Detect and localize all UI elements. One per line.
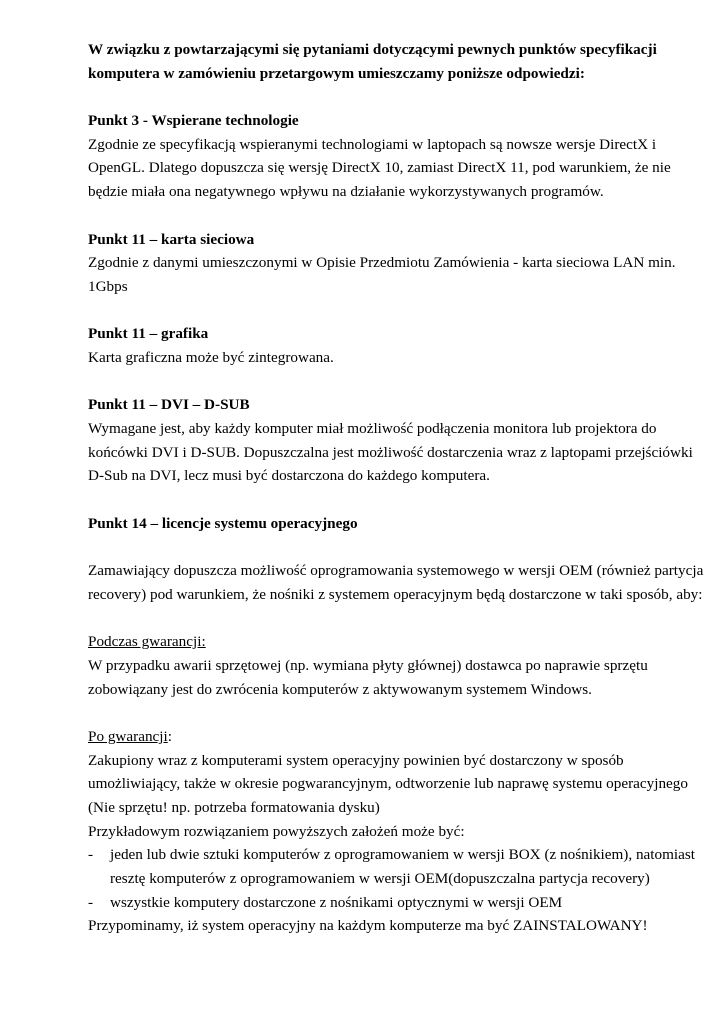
spacer (88, 535, 688, 559)
paragraph-line: zobowiązany jest do zwrócenia komputerów z aktywowanym systemem Windows. (88, 680, 592, 698)
spacer (88, 701, 688, 725)
list-item (88, 891, 688, 915)
paragraph-line: Karta graficzna może być zintegrowana. (88, 348, 334, 366)
spacer (88, 85, 688, 109)
document-page (88, 38, 704, 938)
list-item-text: resztę komputerów z oprogramowaniem w wersji OEM(dopuszczalna partycja recovery) (110, 870, 650, 888)
section-heading-p11-network: Punkt 11 – karta sieciowa (88, 230, 255, 248)
paragraph-line: W przypadku awarii sprzętowej (np. wymiana płyty głównej) dostawca po naprawie sprzętu (88, 656, 648, 674)
spacer (88, 204, 688, 228)
list-item-text: jeden lub dwie sztuki komputerów z oprogramowaniem w wersji BOX (z nośnikiem), natomiast (110, 846, 696, 864)
section-heading-p11-dvi: Punkt 11 – DVI – D-SUB (88, 396, 250, 414)
paragraph-line: Zakupiony wraz z komputerami system operacyjny powinien być dostarczony w sposób (88, 751, 624, 769)
bullet-mark: - (88, 893, 94, 911)
paragraph-line: 1Gbps (88, 277, 128, 295)
paragraph-line: końcówki DVI i D-SUB. Dopuszczalna jest możliwość dostarczenia wraz z laptopami przejściówki (88, 443, 693, 461)
spacer (88, 299, 688, 323)
list-item-text: wszystkie komputery dostarczone z nośnikami optycznymi w wersji OEM (110, 893, 563, 911)
section-heading-p14: Punkt 14 – licencje systemu operacyjnego (88, 514, 358, 532)
subheading-during-warranty (88, 630, 688, 654)
paragraph-line: Zamawiający dopuszcza możliwość oprogramowania systemowego w wersji OEM (również partycja (88, 562, 704, 580)
spacer (88, 607, 688, 631)
after-warranty-label: Po gwarancji (88, 727, 168, 745)
paragraph-line: Przykładowym rozwiązaniem powyższych założeń może być: (88, 822, 465, 840)
spacer (88, 488, 688, 512)
list-item (88, 843, 696, 867)
paragraph-line: Zgodnie ze specyfikacją wspieranymi technologiami w laptopach są nowsze wersje DirectX i (88, 135, 657, 153)
intro-line-2: komputera w zamówieniu przetargowym umieszczamy poniższe odpowiedzi: (88, 64, 585, 82)
subheading-after-warranty (88, 725, 688, 749)
section-heading-p11-graphics: Punkt 11 – grafika (88, 325, 209, 343)
paragraph-line: OpenGL. Dlatego dopuszcza się wersję DirectX 10, zamiast DirectX 11, pod warunkiem, że nie (88, 159, 671, 177)
intro-line-1: W związku z powtarzającymi się pytaniami dotyczącymi pewnych punktów specyfikacji (88, 41, 657, 58)
section-heading-p3: Punkt 3 - Wspierane technologie (88, 112, 299, 130)
paragraph-line: będzie miała ona negatywnego wpływu na działanie wykorzystywanych programów. (88, 183, 604, 201)
paragraph-line: Wymagane jest, aby każdy komputer miał możliwość podłączenia monitora lub projektora do (88, 420, 657, 437)
paragraph-line: recovery) pod warunkiem, że nośniki z systemem operacyjnym będą dostarczone w taki sposób, aby: (88, 585, 703, 603)
paragraph-line: D-Sub na DVI, lecz musi być dostarczona do każdego komputera. (88, 467, 490, 485)
paragraph-line: Zgodnie z danymi umieszczonymi w Opisie Przedmiotu Zamówienia - karta sieciowa LAN min. (88, 254, 676, 272)
spacer (88, 370, 688, 394)
paragraph-line: umożliwiający, także w okresie pogwarancyjnym, odtworzenie lub naprawę systemu operacyjnego (88, 775, 688, 793)
paragraph-line: (Nie sprzętu! np. potrzeba formatowania dysku) (88, 799, 380, 816)
reminder-line: Przypominamy, iż system operacyjny na każdym komputerze ma być ZAINSTALOWANY! (88, 917, 648, 935)
after-warranty-colon: : (167, 727, 172, 745)
list-item-continuation (88, 867, 688, 891)
bullet-mark: - (88, 846, 94, 864)
during-warranty-label: Podczas gwarancji: (88, 633, 206, 651)
